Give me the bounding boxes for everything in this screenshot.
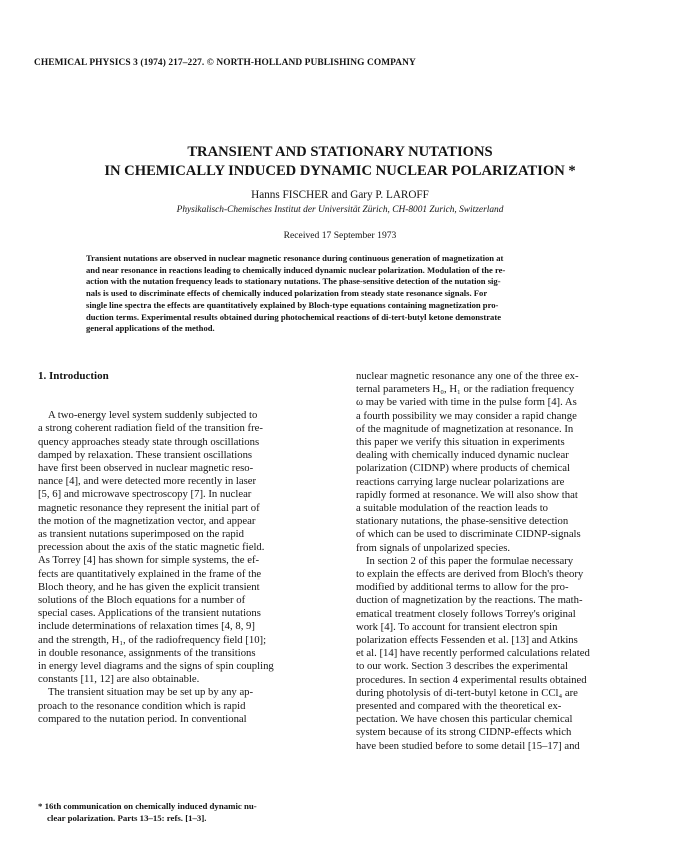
footnote [38,801,338,824]
abstract [86,253,596,335]
body-line: constants [11, 12] are also obtainable. [38,673,200,686]
body-line: rapidly formed at resonance. We will also show that [356,488,578,501]
title-line: IN CHEMICALLY INDUCED DYNAMIC NUCLEAR POLARIZATION * [104,163,576,179]
body-line: in double resonance, assignments of the transitions [38,646,256,659]
body-line: procedures. In section 4 experimental results obtained [356,673,587,686]
body-line: polarization (CIDNP) where products of chemical [356,462,570,475]
body-line: solutions of the Bloch equations for a number of [38,594,246,607]
abstract-line: nals is used to discriminate effects of chemically induced polarization from steady state resonance signals. For [86,288,488,299]
body-line: [5, 6] and microwave spectroscopy [7]. In nuclear [38,488,252,501]
body-line: special cases. Applications of the transient nutations [38,607,261,620]
body-line: ematical treatment closely follows Torrey's original [356,607,576,620]
body-line: and the strength, H₁, of the radiofrequency field [10]; [38,633,267,646]
body-line: reactions carrying large nuclear polarizations are [356,475,565,488]
body-line: during photolysis of di-tert-butyl ketone in CCl₄ are [356,686,578,699]
body-line: to our work. Section 3 describes the experimental [356,660,568,673]
body-line: work [4]. To account for transient electron spin [356,620,558,633]
body-line: The transient situation may be set up by any ap- [48,686,254,699]
body-line: quency approaches steady state through oscillations [38,435,260,448]
abstract-line: single line spectra the effects are quantitatively explained by Bloch-type equations containing magnetization pro- [86,299,499,310]
body-line: a strong coherent radiation field of the transition fre- [38,422,263,435]
body-line: fects are quantitatively explained in the frame of the [38,567,262,580]
body-line: magnetic resonance they represent the initial part of [38,501,260,514]
body-line: Bloch theory, and he has given the explicit transient [38,580,260,593]
body-line: As Torrey [4] has shown for simple systems, the ef- [38,554,260,567]
body-line: proach to the resonance condition which is rapid [38,699,246,712]
body-line: a suitable modulation of the reaction leads to [356,502,549,515]
body-line: pectation. We have chosen this particular chemical [356,713,573,726]
left-column [38,370,338,726]
footnote-line: * 16th communication on chemically induced dynamic nu- [38,801,257,811]
body-line: compared to the nutation period. In conventional [38,712,247,725]
body-line: the motion of the magnetization vector, and appear [38,514,256,527]
body-line: duction of magnetization by the reactions. The math- [356,594,583,607]
abstract-line: general applications of the method. [86,323,215,334]
body-line: nuclear magnetic resonance any one of the three ex- [356,370,579,382]
body-line: system because of its strong CIDNP-effects which [356,726,572,739]
body-line: as transient nutations superimposed on the rapid [38,528,244,541]
body-line: nance [4], and were detected more recently in laser [38,475,257,488]
affiliation: Physikalisch-Chemisches Institut der Universität Zürich, CH-8001 Zurich, Switzerland [176,205,504,215]
body-line: A two-energy level system suddenly subjected to [48,409,258,422]
body-line: damped by relaxation. These transient oscillations [38,448,253,461]
body-line: ternal parameters H₀, H₁ or the radiation frequency [356,383,575,396]
body-line: stationary nutations, the phase-sensitive detection [356,515,569,528]
body-line: dealing with chemically induced dynamic nuclear [356,449,569,462]
body-line: precession about the axis of the static magnetic field. [38,541,265,554]
body-line: polarization effects Fessenden et al. [13] and Atkins [356,634,578,647]
body-line: have been studied before to some detail [15–17] and [356,739,580,752]
paper-title [60,143,620,181]
abstract-line: duction terms. Experimental results obtained during photochemical reactions of di-tert-butyl ketone demonstrate [86,311,502,322]
body-line: In section 2 of this paper the formulae necessary [366,554,574,567]
abstract-line: Transient nutations are observed in nuclear magnetic resonance during continuous generation of magnetization at [86,253,504,263]
received-date: Received 17 September 1973 [283,230,397,241]
body-line: to explain the effects are derived from Bloch's theory [356,568,584,581]
journal-header: CHEMICAL PHYSICS 3 (1974) 217–227. © NORTH-HOLLAND PUBLISHING COMPANY [34,58,416,68]
right-column [356,370,656,753]
authors: Hanns FISCHER and Gary P. LAROFF [251,189,429,201]
body-line: modified by additional terms to allow for the pro- [356,581,569,594]
body-line: et al. [14] have recently performed calculations related [356,647,590,660]
footnote-line: clear polarization. Parts 13–15: refs. [1–3]. [47,812,207,823]
body-line: of the magnitude of magnetization at resonance. In [356,422,574,435]
abstract-line: action with the nutation frequency leads to stationary nutations. The phase-sensitive detection of the nutation sig- [86,276,501,287]
body-line: from signals of unpolarized species. [356,541,511,554]
section-heading: 1. Introduction [38,370,109,382]
abstract-line: and near resonance in reactions leading to chemically induced dynamic nuclear polarization. Modulation of the re- [86,264,506,275]
body-line: include determinations of relaxation times [4, 8, 9] [38,620,255,633]
body-line: of which can be used to discriminate CIDNP-signals [356,528,581,541]
body-line: a fourth possibility we may consider a rapid change [356,409,577,422]
body-line: presented and compared with the theoretical ex- [356,700,562,713]
body-line: have first been observed in nuclear magnetic reso- [38,462,254,475]
title-line: TRANSIENT AND STATIONARY NUTATIONS [187,144,493,160]
body-line: this paper we verify this situation in experiments [356,436,565,449]
body-line: in energy level diagrams and the signs of spin coupling [38,660,274,673]
body-line: ω may be varied with time in the pulse form [4]. As [356,396,577,409]
